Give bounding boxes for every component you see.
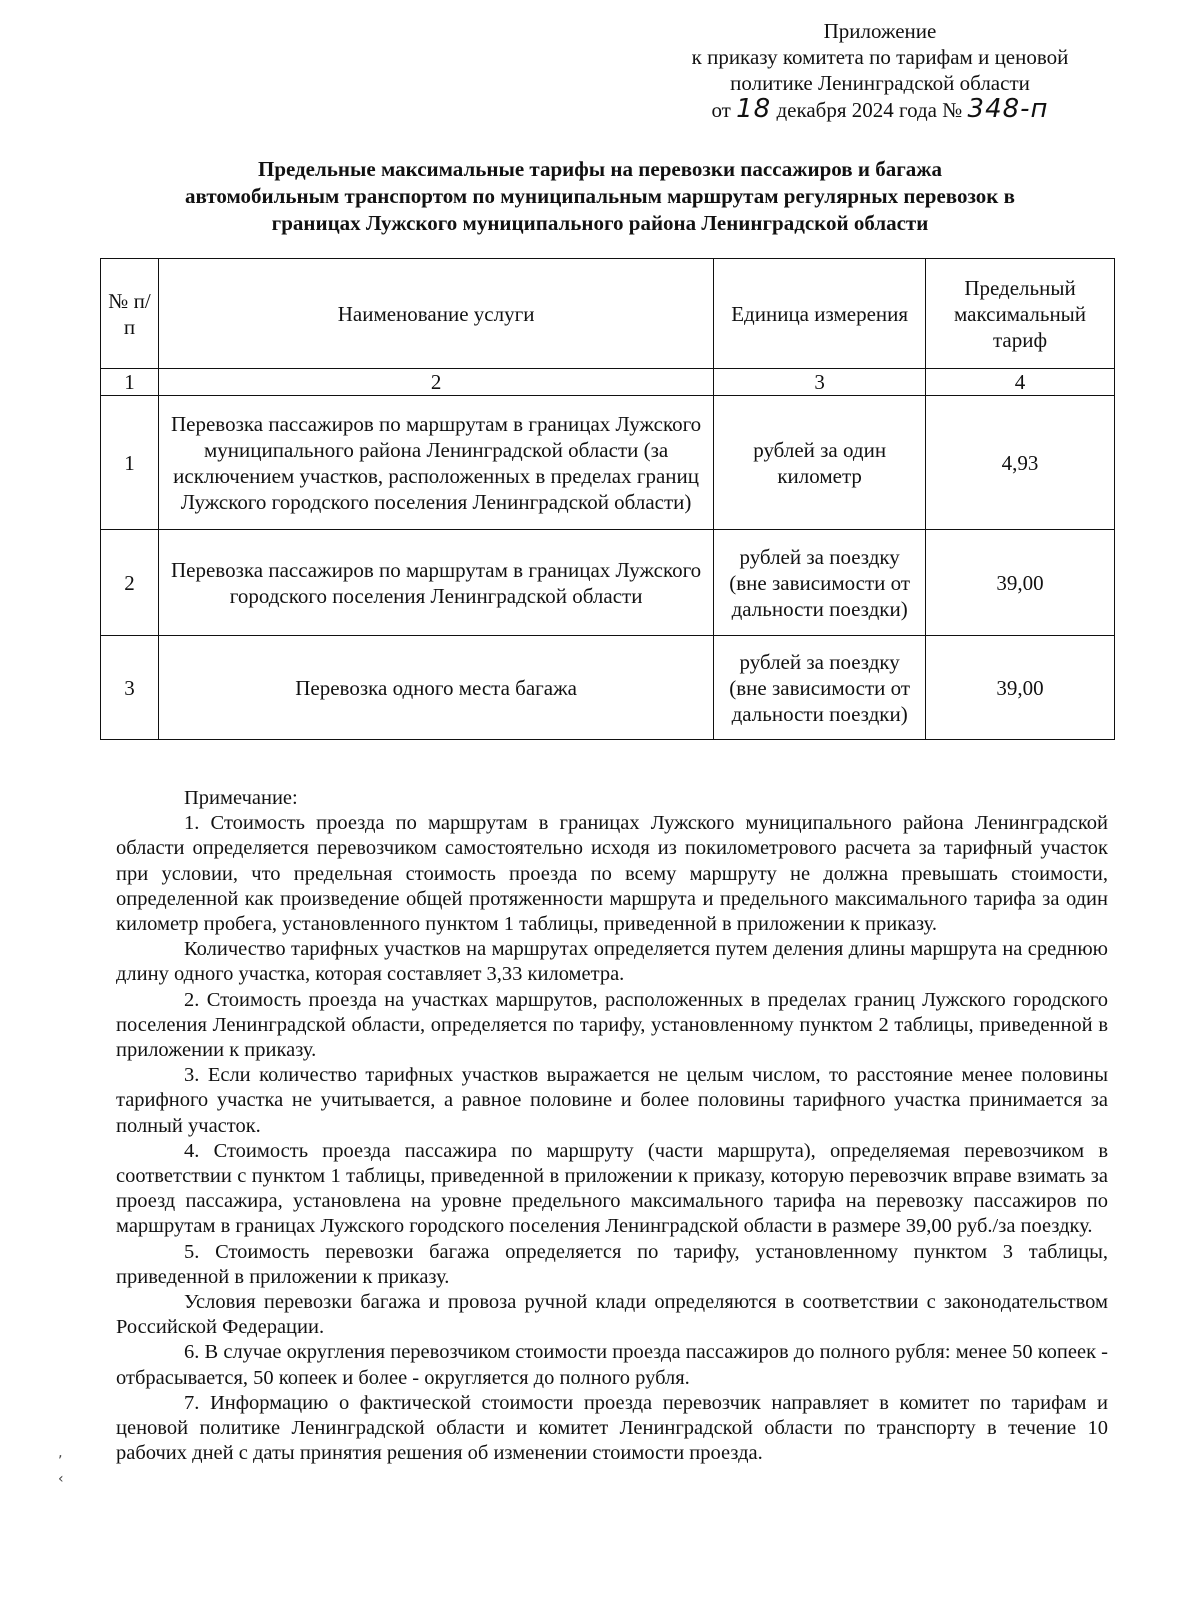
row-tariff: 39,00 (926, 636, 1115, 740)
note-item: 4. Стоимость проезда пассажира по маршруту (части маршрута), определяемая перевозчиком в соответствии с пунктом 1 таблицы, приведенной в приложении к приказу, которую перевозчик вправе взимать за проезд пассажира, установлена на уровне предельного максимального тарифа на перевозку пассажиров по маршрутам в границах Лужского городского поселения Ленинградской области в размере 39,00 руб./за поездку. (116, 1139, 1108, 1238)
title-line-1: Предельные максимальные тарифы на перевозки пассажиров и багажа (258, 157, 942, 181)
note-item: 1. Стоимость проезда по маршрутам в границах Лужского муниципального района Ленинградской области определяется перевозчиком самостоятельно исходя из покилометрового расчета за тарифный участок при условии, что предельная стоимость проезда по всему маршруту не должна превышать стоимости, определенной как произведение общей протяженности маршрута и предельного максимального тарифа за один километр пробега, установленного пунктом 1 таблицы, приведенной в приложении к приказу. (116, 812, 1108, 936)
column-number: 1 (101, 369, 159, 396)
row-num: 1 (101, 396, 159, 530)
note-item: 6. В случае округления перевозчиком стоимости проезда пассажиров до полного рубля: менее 50 копеек - отбрасывается, 50 копеек и более - округляется до полного рубля. (116, 1341, 1108, 1389)
note-item: Количество тарифных участков на маршрутах определяется путем деления длины маршрута на среднюю длину одного участка, которая составляет 3,33 километра. (116, 938, 1108, 986)
note-item: 5. Стоимость перевозки багажа определяется по тарифу, установленному пунктом 3 таблицы, приведенной в приложении к приказу. (116, 1240, 1108, 1288)
date-prefix: от (711, 98, 731, 122)
row-unit: рублей за один километр (714, 396, 926, 530)
column-number-row (101, 369, 1115, 396)
note-item: 7. Информацию о фактической стоимости проезда перевозчик направляет в комитет по тарифам и ценовой политике Ленинградской области и комитет Ленинградской области по транспорту в течение 10 рабочих дней с даты принятия решения об изменении стоимости проезда. (116, 1391, 1108, 1465)
row-service: Перевозка пассажиров по маршрутам в границах Лужского городского поселения Ленинградской области (158, 530, 713, 636)
document-title (100, 156, 1100, 237)
header-unit: Единица измерения (714, 259, 926, 369)
column-number: 2 (158, 369, 713, 396)
note-item: 2. Стоимость проезда на участках маршрутов, расположенных в пределах границ Лужского городского поселения Ленинградской области, определяется по тарифу, установленному пунктом 2 таблицы, приведенной в приложении к приказу. (116, 988, 1108, 1062)
header-num: № п/п (101, 259, 159, 369)
date-rest: декабря 2024 года № (776, 98, 963, 122)
row-num: 3 (101, 636, 159, 740)
column-number: 3 (714, 369, 926, 396)
tariff-table (100, 258, 1115, 740)
handwritten-day: 18 (736, 94, 772, 124)
appendix-header (620, 18, 1140, 123)
appendix-line-1: Приложение (823, 19, 937, 43)
notes-section (116, 786, 1108, 1466)
appendix-line-2: к приказу комитета по тарифам и ценовой (691, 45, 1069, 69)
appendix-date-line (620, 96, 1140, 123)
row-service: Перевозка одного места багажа (158, 636, 713, 740)
header-service: Наименование услуги (158, 259, 713, 369)
table-row (101, 530, 1115, 636)
header-tariff: Предельный максимальный тариф (926, 259, 1115, 369)
table-header-row (101, 259, 1115, 369)
row-tariff: 39,00 (926, 530, 1115, 636)
row-service: Перевозка пассажиров по маршрутам в границах Лужского муниципального района Ленинградской области (за исключением участков, расположенных в пределах границ Лужского городского поселения Ленинградской области) (158, 396, 713, 530)
row-unit: рублей за поездку (вне зависимости от дальности поездки) (714, 530, 926, 636)
note-item: Условия перевозки багажа и провоза ручной клади определяются в соответствии с законодательством Российской Федерации. (116, 1291, 1108, 1339)
notes-heading: Примечание: (184, 787, 298, 809)
table-row (101, 636, 1115, 740)
handwritten-order-number: 348-п (967, 94, 1049, 124)
row-tariff: 4,93 (926, 396, 1115, 530)
margin-scribble-icon: ‚ ‹ (58, 1445, 64, 1487)
table-row (101, 396, 1115, 530)
title-line-2: автомобильным транспортом по муниципальным маршрутам регулярных перевозок в (185, 184, 1015, 208)
note-item: 3. Если количество тарифных участков выражается не целым числом, то расстояние менее половины тарифного участка не учитывается, а равное половине и более половины тарифного участка принимается за полный участок. (116, 1064, 1108, 1137)
title-line-3: границах Лужского муниципального района Ленинградской области (271, 211, 929, 235)
row-num: 2 (101, 530, 159, 636)
column-number: 4 (926, 369, 1115, 396)
row-unit: рублей за поездку (вне зависимости от дальности поездки) (714, 636, 926, 740)
appendix-line-3: политике Ленинградской области (730, 71, 1030, 95)
